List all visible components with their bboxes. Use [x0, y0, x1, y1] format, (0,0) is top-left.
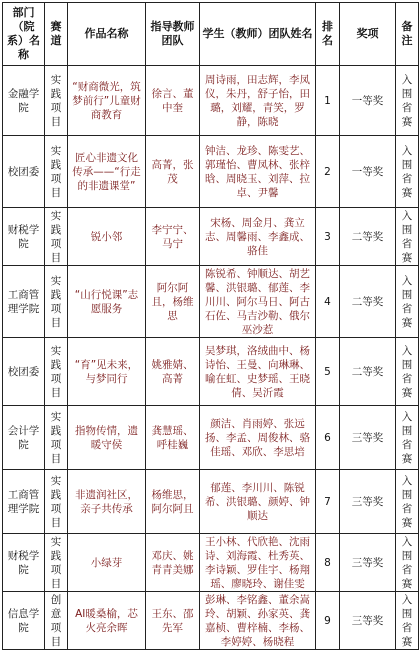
track-cell: 实践项目: [45, 406, 68, 470]
table-row: [3, 592, 419, 650]
rank-cell: 5: [316, 338, 340, 406]
track-cell: 实践项目: [45, 470, 68, 534]
track-cell: 实践项目: [45, 266, 68, 338]
work-cell: 小绿芽: [68, 534, 146, 592]
note-cell: 入围省赛: [396, 338, 419, 406]
table-row: [3, 136, 419, 208]
award-cell: 二等奖: [340, 266, 396, 338]
advisor-cell: 姚雅婧、高菁: [146, 338, 200, 406]
awards-sheet: [2, 2, 419, 650]
note-cell: 入围省赛: [396, 406, 419, 470]
table-row: [3, 534, 419, 592]
team-cell: 吴梦琪，洛绒曲中、杨诗怡、王曼、向琳琳、喻在虹、史梦瑶、王晓倩、吴沂霞: [200, 338, 316, 406]
header-note: 备注: [396, 3, 419, 66]
note-cell: 入围省赛: [396, 66, 419, 136]
team-cell: 郁莲、李川川、陈锐希、洪银璐、颜婷、钟顺达: [200, 470, 316, 534]
work-cell: 非遗润社区，亲子共传承: [68, 470, 146, 534]
table-row: [3, 406, 419, 470]
rank-cell: 7: [316, 470, 340, 534]
table-row: [3, 266, 419, 338]
award-cell: 三等奖: [340, 592, 396, 650]
dept-cell: 工商管理学院: [3, 470, 45, 534]
track-cell: 实践项目: [45, 136, 68, 208]
header-dept: 部门（院系）名称: [3, 3, 45, 66]
work-cell: 匠心非遗文化传承——“行走的非遗课堂”: [68, 136, 146, 208]
rank-cell: 2: [316, 136, 340, 208]
rank-cell: 4: [316, 266, 340, 338]
note-cell: 入围省赛: [396, 136, 419, 208]
work-cell: “育”见未来，与梦同行: [68, 338, 146, 406]
team-cell: 颜洁、肖雨婷、张远扬、李孟、周俊林、骆佳瑶、邓欣、李思培: [200, 406, 316, 470]
header-rank: 排名: [316, 3, 340, 66]
advisor-cell: 邓庆、姚青青美娜: [146, 534, 200, 592]
note-cell: 入围省赛: [396, 208, 419, 266]
team-cell: 彭琳、李铭鑫、董余嵩玲、胡颖、孙家英、龚嘉桢、曹梓楠、李杨、李婷婷、杨晓程: [200, 592, 316, 650]
award-cell: 一等奖: [340, 66, 396, 136]
advisor-cell: 龚慧瑶、呼桂巍: [146, 406, 200, 470]
dept-cell: 会计学院: [3, 406, 45, 470]
track-cell: 实践项目: [45, 66, 68, 136]
team-cell: 宋杨、周金月、龚立志、周馨雨、李鑫成、骆佳: [200, 208, 316, 266]
header-track: 赛道: [45, 3, 68, 66]
awards-table: [2, 2, 419, 650]
rank-cell: 9: [316, 592, 340, 650]
note-cell: 入围省赛: [396, 534, 419, 592]
header-team: 学生（教师）团队姓名: [200, 3, 316, 66]
dept-cell: 工商管理学院: [3, 266, 45, 338]
advisor-cell: 徐言、董中奎: [146, 66, 200, 136]
track-cell: 实践项目: [45, 208, 68, 266]
track-cell: 实践项目: [45, 534, 68, 592]
advisor-cell: 杨维思，阿尔阿且: [146, 470, 200, 534]
advisor-cell: 阿尔阿且，杨维思: [146, 266, 200, 338]
team-cell: 王小林、代欣艳、沈雨诗、刘海霞、杜秀英、李诗颖、罗佳宇、杨翔瑶、廖晓玲、谢佳雯: [200, 534, 316, 592]
work-cell: “山行悦课”志愿服务: [68, 266, 146, 338]
header-advisor: 指导教师团队: [146, 3, 200, 66]
advisor-cell: 高菁，张茂: [146, 136, 200, 208]
work-cell: “财商微光，筑梦前行”儿童财商教育: [68, 66, 146, 136]
note-cell: 入围省赛: [396, 470, 419, 534]
rank-cell: 1: [316, 66, 340, 136]
header-work: 作品名称: [68, 3, 146, 66]
dept-cell: 财税学院: [3, 208, 45, 266]
track-cell: 创意项目: [45, 592, 68, 650]
team-cell: 钟洁、龙珍、陈雯艺、郭瑾怡、曹凤林、张梓晗、周晓玉、刘萍、拉卓、尹馨: [200, 136, 316, 208]
team-cell: 陈锐希、钟顺达、胡艺馨、洪银璐、郁莲、李川川、阿尔马日、阿古石佐、马吉沙勒、俄尔巫沙惹: [200, 266, 316, 338]
award-cell: 三等奖: [340, 406, 396, 470]
table-row: [3, 208, 419, 266]
award-cell: 二等奖: [340, 208, 396, 266]
advisor-cell: 李宁宁、马宁: [146, 208, 200, 266]
table-row: [3, 470, 419, 534]
table-row: [3, 66, 419, 136]
team-cell: 周诗雨，田志辉，李凤仪，朱丹，舒子怡，田璐，刘耀，青笑，罗静，陈晓: [200, 66, 316, 136]
dept-cell: 信息学院: [3, 592, 45, 650]
rank-cell: 3: [316, 208, 340, 266]
award-cell: 二等奖: [340, 338, 396, 406]
work-cell: AI暖桑榆，芯火亮余晖: [68, 592, 146, 650]
rank-cell: 6: [316, 406, 340, 470]
header-row: [3, 3, 419, 66]
track-cell: 实践项目: [45, 338, 68, 406]
dept-cell: 校团委: [3, 338, 45, 406]
note-cell: 入围省赛: [396, 592, 419, 650]
rank-cell: 8: [316, 534, 340, 592]
note-cell: 入围省赛: [396, 266, 419, 338]
award-cell: 一等奖: [340, 136, 396, 208]
dept-cell: 财税学院: [3, 534, 45, 592]
header-award: 奖项: [340, 3, 396, 66]
work-cell: 锐小邻: [68, 208, 146, 266]
advisor-cell: 王东、邵先军: [146, 592, 200, 650]
award-cell: 三等奖: [340, 534, 396, 592]
table-row: [3, 338, 419, 406]
dept-cell: 校团委: [3, 136, 45, 208]
dept-cell: 金融学院: [3, 66, 45, 136]
award-cell: 三等奖: [340, 470, 396, 534]
work-cell: 指物传情，遗暖守侯: [68, 406, 146, 470]
